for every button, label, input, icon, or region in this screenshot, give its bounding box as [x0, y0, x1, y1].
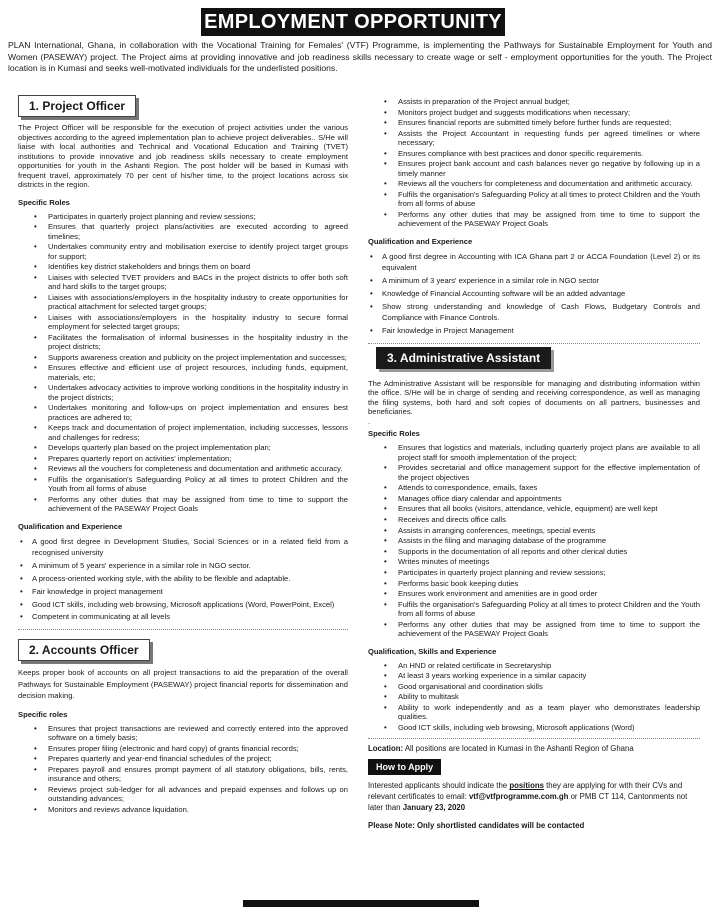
- list-item: • Ensures proper filing (electronic and hard copy) of grants financial records;: [18, 744, 348, 753]
- list-item: • Reviews all the vouchers for completeness and documentation and arithmetic accuracy.: [368, 179, 700, 188]
- list-item: • Develops quarterly plan based on the project implementation plan;: [18, 443, 348, 452]
- project-officer-roles-list: [18, 212, 348, 514]
- list-item: • Participates in quarterly project planning and review sessions;: [18, 212, 348, 221]
- list-item: • Ensures that project transactions are reviewed and correctly entered into the approved software on a timely basis;: [18, 724, 348, 743]
- list-item: • Show strong understanding and knowledge of Cash Flows, Budgetary Controls and Compliance with Finance Controls.: [368, 301, 700, 324]
- page-title: EMPLOYMENT OPPORTUNITY: [201, 8, 505, 36]
- list-item: • Monitors project budget and suggests modifications when necessary;: [368, 108, 700, 117]
- list-item: • Assists in the filing and managing database of the programme: [368, 536, 700, 545]
- list-item: • Ensures effective and efficient use of project resources, including funds, equipment, materials, etc;: [18, 363, 348, 382]
- list-item: • At least 3 years working experience in a similar capacity: [368, 671, 700, 680]
- list-item: • Prepares quarterly and year-end financial schedules of the project;: [18, 754, 348, 763]
- accounts-officer-roles-list: [18, 724, 348, 815]
- list-item: • Ensures compliance with best practices and donor specific requirements.: [368, 149, 700, 158]
- location-line: [368, 744, 700, 753]
- list-item: • Liaises with associations/employers in the hospitality industry to secure formal employment for selected target groups;: [18, 313, 348, 332]
- accounts-officer-roles-continued: [368, 97, 700, 229]
- admin-assistant-roles-heading: Specific Roles: [368, 429, 420, 439]
- list-item: • Ensures that quarterly project plans/activities are executed according to agreed timelines;: [18, 222, 348, 241]
- project-officer-roles-heading: Specific Roles: [18, 197, 70, 207]
- accounts-officer-qual-list: [368, 251, 700, 337]
- list-item: • Supports awareness creation and publicity on the project implementation and successes;: [18, 353, 348, 362]
- list-item: • Assists in preparation of the Project annual budget;: [368, 97, 700, 106]
- left-column: [18, 95, 348, 816]
- list-item: • A minimum of 3 years' experience in a similar role in NGO sector: [368, 275, 700, 287]
- list-item: • A good first degree in Development Studies, Social Sciences or in a related field from a recognised university: [18, 536, 348, 559]
- list-item: • A process-oriented working style, with the ability to be flexible and adaptable.: [18, 573, 348, 585]
- admin-assistant-qual-heading: Qualification, Skills and Experience: [368, 646, 497, 656]
- accounts-officer-title: 2. Accounts Officer: [18, 639, 150, 661]
- list-item: • Performs any other duties that may be assigned from time to time to support the achievement of the PASEWAY Project Goals: [368, 620, 700, 639]
- list-item: • Good ICT skills, including web browsing, Microsoft applications (Word): [368, 723, 700, 732]
- project-officer-qual-heading: Qualification and Experience: [18, 521, 123, 531]
- list-item: • Fulfils the organisation's Safeguarding Policy at all times to protect Children and the Youth from all forms of abuse: [368, 190, 700, 209]
- list-item: • Facilitates the formalisation of informal businesses in the hospitality industry in the project districts;: [18, 333, 348, 352]
- list-item: • Competent in communicating at all levels: [18, 611, 348, 623]
- list-item: • Fair knowledge in project management: [18, 586, 348, 598]
- admin-assistant-dot: .: [368, 416, 371, 426]
- admin-assistant-title: 3. Administrative Assistant: [376, 347, 551, 369]
- apply-positions: positions: [509, 781, 544, 791]
- project-officer-description: The Project Officer will be responsible for the execution of project activities under the various objectives according to the agreed implementation plan to achieve project deliverables.. S/He will liaise with local authorities and Technical and Vocational Education and Training (TVET) institutions to provide innovative and job readiness skills necessary to create employment opportunities for youth in the Ashanti Region. The post holder will be based in Kumasi with frequent travel, approximately 70 per cent of his/her time, to the project locations across six districts in the region.: [18, 123, 348, 189]
- list-item: • Fair knowledge in Project Management: [368, 325, 700, 337]
- list-item: • Prepares payroll and ensures prompt payment of all statutory obligations, bills, rents, insurance and others;: [18, 765, 348, 784]
- accounts-officer-description: Keeps proper book of accounts on all project transactions to aid the preparation of the overall Pathways for Sustainable Employment (PASEWAY) project financial reports for dissemination and decision making.: [18, 667, 348, 701]
- admin-assistant-qual-list: [368, 661, 700, 733]
- list-item: • Performs basic book keeping duties: [368, 579, 700, 588]
- right-column: [368, 97, 700, 830]
- project-officer-title: 1. Project Officer: [18, 95, 136, 117]
- list-item: • Keeps track and documentation of project implementation, including successes, lessons and challenges for redress;: [18, 423, 348, 442]
- list-item: • Performs any other duties that may be assigned from time to time to support the achievement of the PASEWAY Project Goals: [368, 210, 700, 229]
- list-item: • Undertakes advocacy activities to improve working conditions in the hospitality industry in the project districts;: [18, 383, 348, 402]
- list-item: • Liaises with associations/employers in the hospitality industry to create opportunities for practical attachment for selected target groups;: [18, 293, 348, 312]
- list-item: • Ensures project bank account and cash balances never go negative by following up in a timely manner: [368, 159, 700, 178]
- accounts-officer-qual-heading: Qualification and Experience: [368, 236, 473, 246]
- list-item: • Ensures financial reports are submitted timely before further funds are requested;: [368, 118, 700, 127]
- list-item: • Reviews all the vouchers for completeness and documentation and arithmetic accuracy.: [18, 464, 348, 473]
- bottom-banner: [243, 900, 479, 907]
- section-divider: [368, 343, 700, 344]
- list-item: • Liaises with selected TVET providers and BACs in the project districts to offer both soft and hard skills to the target groups;: [18, 273, 348, 292]
- list-item: • Supports in the documentation of all reports and other clerical duties: [368, 547, 700, 556]
- list-item: • Fulfils the organisation's Safeguarding Policy at all times to protect Children and the Youth from all forms of abuse: [18, 475, 348, 494]
- apply-deadline: January 23, 2020: [402, 803, 466, 813]
- list-item: • Good organisational and coordination skills: [368, 682, 700, 691]
- list-item: • Monitors and reviews advance liquidation.: [18, 805, 348, 814]
- list-item: • Identifies key district stakeholders and brings them on board: [18, 262, 348, 271]
- list-item: • A minimum of 5 years' experience in a similar role in NGO sector.: [18, 560, 348, 572]
- project-officer-qual-list: [18, 536, 348, 623]
- apply-text-1: Interested applicants should indicate the: [368, 781, 510, 791]
- apply-text-2: they are applying for with their CVs and relevant certificates to email:: [368, 781, 683, 802]
- list-item: • Attends to correspondence, emails, faxes: [368, 483, 700, 492]
- how-to-apply-title: How to Apply: [368, 759, 441, 775]
- list-item: • Ability to work independently and as a team player who demonstrates leadership qualities.: [368, 703, 700, 722]
- location-text: All positions are located in Kumasi in the Ashanti Region of Ghana: [404, 744, 634, 754]
- list-item: • Participates in quarterly project planning and review sessions;: [368, 568, 700, 577]
- list-item: • Fulfils the organisation's Safeguarding Policy at all times to protect Children and the Youth from all forms of abuse: [368, 600, 700, 619]
- section-divider: [18, 629, 348, 630]
- list-item: • Ability to multitask: [368, 692, 700, 701]
- list-item: • Reviews project sub-ledger for all advances and prepaid expenses and follows up on outstanding advances;: [18, 785, 348, 804]
- admin-assistant-description: The Administrative Assistant will be responsible for managing and distributing information within the office. S/He will be in charge of sending and receiving correspondence, as well as managing the filing systems, both hard and soft copies of documents on all partners, businesses and beneficiaries.: [368, 378, 700, 417]
- list-item: • Manages office diary calendar and appointments: [368, 494, 700, 503]
- list-item: • Assists in arranging conferences, meetings, special events: [368, 526, 700, 535]
- admin-assistant-roles-list: [368, 443, 700, 638]
- list-item: • Undertakes monitoring and follow-ups on project implementation and ensures best practices are adhered to;: [18, 403, 348, 422]
- accounts-officer-roles-heading: Specific roles: [18, 709, 68, 719]
- location-label: Location:: [368, 744, 404, 754]
- intro-paragraph: PLAN International, Ghana, in collaboration with the Vocational Training for Females' (VTF) Programme, is implementing the Pathways for Sustainable Employment for Youth and Women (PASEWAY) project. The Project aims at providing innovative and job readiness skills necessary to create wage or self - employment opportunities for the youth. The Project location is in Kumasi and seeks well-motivated individuals for the underlisted positions.: [8, 40, 712, 73]
- list-item: • A good first degree in Accounting with ICA Ghana part 2 or ACCA Foundation (Level 2) or its equivalent: [368, 251, 700, 274]
- list-item: • Writes minutes of meetings: [368, 557, 700, 566]
- apply-text-3: or PMB CT 114, Cantonments not later than: [368, 792, 688, 813]
- list-item: • Prepares quarterly report on activities' implementation;: [18, 454, 348, 463]
- list-item: • An HND or related certificate in Secretaryship: [368, 661, 700, 670]
- list-item: • Ensures that logistics and materials, including quarterly project plans are available to all project staff for smooth implementation of the project;: [368, 443, 700, 462]
- list-item: • Ensures work environment and amenities are in good order: [368, 589, 700, 598]
- shortlist-note: Please Note: Only shortlisted candidates will be contacted: [368, 821, 585, 831]
- list-item: • Ensures that all books (visitors, attendance, vehicle, equipment) are well kept: [368, 504, 700, 513]
- section-divider: [368, 738, 700, 739]
- list-item: • Knowledge of Financial Accounting software will be an added advantage: [368, 288, 700, 300]
- list-item: • Good ICT skills, including web browsing, Microsoft applications (Word, PowerPoint, Excel): [18, 599, 348, 611]
- list-item: • Undertakes community entry and mobilisation exercise to identify project target groups for support;: [18, 242, 348, 261]
- apply-email-link[interactable]: vtf@vtfprogramme.com.gh: [468, 792, 569, 802]
- how-to-apply-text: [368, 780, 700, 813]
- list-item: • Performs any other duties that may be assigned from time to time to support the achievement of the PASEWAY Project Goals: [18, 495, 348, 514]
- list-item: • Provides secretarial and office management support for the effective implementation of the project objectives: [368, 463, 700, 482]
- list-item: • Assists the Project Accountant in requesting funds per agreed timelines or where necessary;: [368, 129, 700, 148]
- list-item: • Receives and directs office calls: [368, 515, 700, 524]
